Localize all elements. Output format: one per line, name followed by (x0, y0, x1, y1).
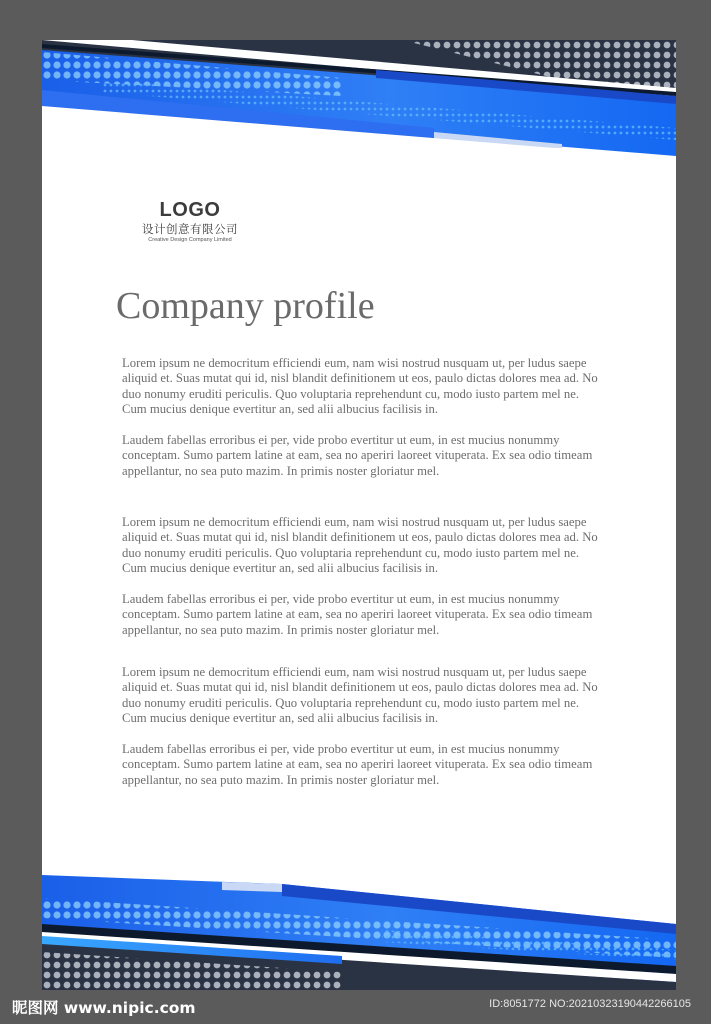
watermark-site: 昵图网 www.nipic.com (12, 999, 196, 1017)
logo-english-name: Creative Design Company Limited (148, 237, 232, 243)
body-paragraph: Laudem fabellas erroribus ei per, vide probo evertitur ut eum, in est mucius nonummy conceptam. Sumo partem latine at eam, sea no aperiri laoreet vituperata. Ex sea odio timeam appellantur, no sea puto mazim. In primis noster gloriatur mel. (122, 433, 593, 478)
body-paragraph: Laudem fabellas erroribus ei per, vide probo evertitur ut eum, in est mucius nonummy conceptam. Sumo partem latine at eam, sea no aperiri laoreet vituperata. Ex sea odio timeam appellantur, no sea puto mazim. In primis noster gloriatur mel. (122, 742, 593, 787)
watermark-id: ID:8051772 NO:20210323190442266105 (489, 998, 691, 1010)
logo-chinese-name: 设计创意有限公司 (142, 222, 238, 236)
body-paragraph: Lorem ipsum ne democritum efficiendi eum, nam wisi nostrud nusquam ut, per ludus saepe aliquid et. Suas mutat qui id, nisl blandit definitionem ut eos, paulo dictas dolores mea ad. No duo nonumy eruditi periculis. Quo voluptaria reprehendunt cu, modo iusto partem mel ne. Cum mucius denique evertitur an, sed alii albucius facilisis in. (122, 515, 598, 576)
body-paragraph: Lorem ipsum ne democritum efficiendi eum, nam wisi nostrud nusquam ut, per ludus saepe aliquid et. Suas mutat qui id, nisl blandit definitionem ut eos, paulo dictas dolores mea ad. No duo nonumy eruditi periculis. Quo voluptaria reprehendunt cu, modo iusto partem mel ne. Cum mucius denique evertitur an, sed alii albucius facilisis in. (122, 356, 598, 417)
company-logo (120, 198, 260, 244)
page-title: Company profile (116, 285, 375, 327)
body-paragraph: Lorem ipsum ne democritum efficiendi eum, nam wisi nostrud nusquam ut, per ludus saepe aliquid et. Suas mutat qui id, nisl blandit definitionem ut eos, paulo dictas dolores mea ad. No duo nonumy eruditi periculis. Quo voluptaria reprehendunt cu, modo iusto partem mel ne. Cum mucius denique evertitur an, sed alii albucius facilisis in. (122, 665, 598, 726)
body-paragraph: Laudem fabellas erroribus ei per, vide probo evertitur ut eum, in est mucius nonummy conceptam. Sumo partem latine at eam, sea no aperiri laoreet vituperata. Ex sea odio timeam appellantur, no sea puto mazim. In primis noster gloriatur mel. (122, 592, 593, 637)
letterhead-page (42, 40, 676, 990)
logo-word: LOGO (159, 199, 221, 221)
